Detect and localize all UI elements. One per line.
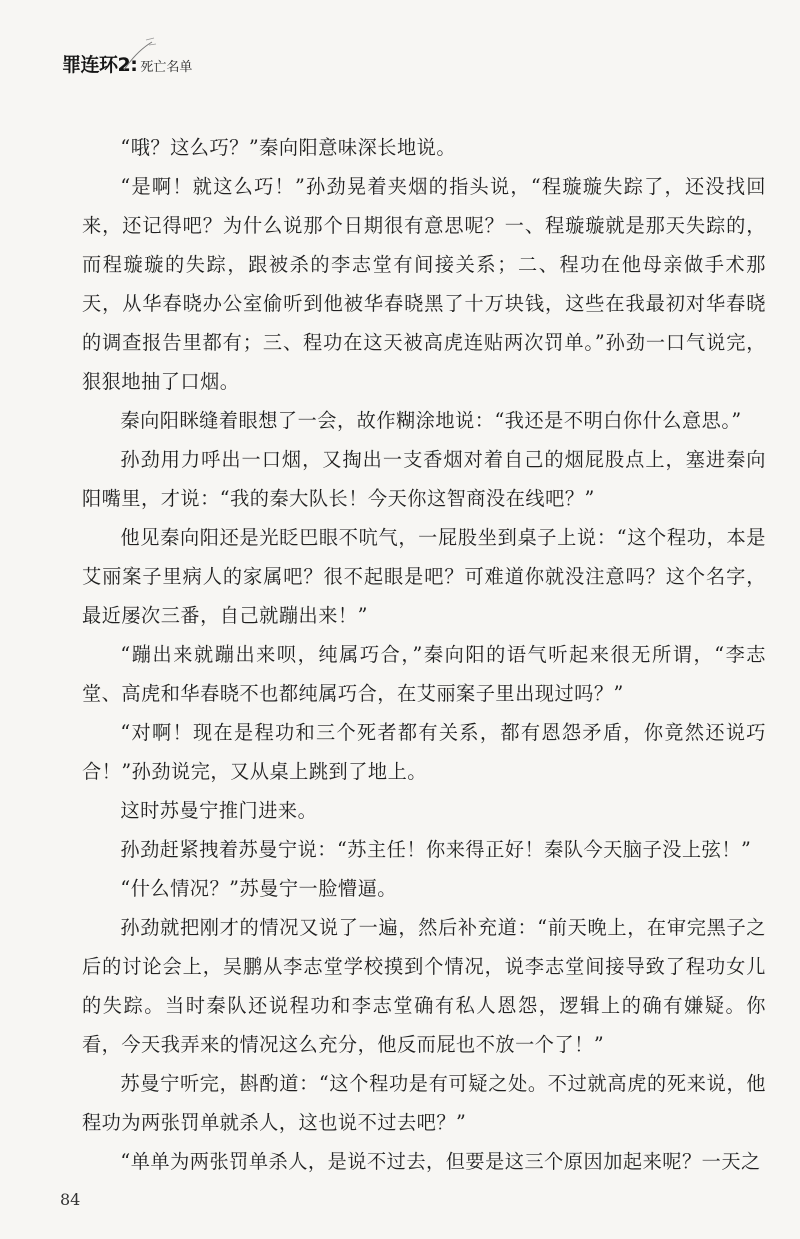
paragraph: 孙劲赶紧拽着苏曼宁说：“苏主任！你来得正好！秦队今天脑子没上弦！” <box>120 838 752 861</box>
header-swoosh-icon <box>118 36 158 76</box>
paragraph: 孙劲用力呼出一口烟，又掏出一支香烟对着自己的烟屁股点上，塞进秦向阳嘴里，才说：“我的秦大队长！今天你这智商没在线吧？” <box>82 448 766 510</box>
paragraph: 孙劲就把刚才的情况又说了一遍，然后补充道：“前天晚上，在审完黑子之后的讨论会上，吴鹏从李志堂学校摸到个情况，说李志堂间接导致了程功女儿的失踪。当时秦队还说程功和李志堂确有私人恩怨，逻辑上的确有嫌疑。你看，今天我弄来的情况这么充分，他反而屁也不放一个了！” <box>82 916 766 1056</box>
book-subtitle: 死亡名单 <box>140 60 193 75</box>
paragraph: 秦向阳眯缝着眼想了一会，故作糊涂地说：“我还是不明白你什么意思。” <box>120 409 742 432</box>
paragraph: “哦？这么巧？”秦向阳意味深长地说。 <box>120 136 457 159</box>
page-number: 84 <box>60 1190 81 1209</box>
paragraph: “是啊！就这么巧！”孙劲晃着夹烟的指头说，“程璇璇失踪了，还没找回来，还记得吧？为什么说那个日期很有意思呢？一、程璇璇就是那天失踪的，而程璇璇的失踪，跟被杀的李志堂有间接关系；二、程功在他母亲做手术那天，从华春晓办公室偷听到他被华春晓黑了十万块钱，这些在我最初对华春晓的调查报告里都有；三、程功在这天被高虎连贴两次罚单。”孙劲一口气说完，狠狠地抽了口烟。 <box>82 175 766 393</box>
paragraph: “对啊！现在是程功和三个死者都有关系，都有恩怨矛盾，你竟然还说巧合！”孙劲说完，又从桌上跳到了地上。 <box>82 721 766 783</box>
paragraph: “什么情况？”苏曼宁一脸懵逼。 <box>120 877 397 900</box>
paragraph: 他见秦向阳还是光眨巴眼不吭气，一屁股坐到桌子上说：“这个程功，本是艾丽案子里病人的家属吧？很不起眼是吧？可难道你就没注意吗？这个名字，最近屡次三番，自己就蹦出来！” <box>82 526 766 627</box>
paragraph: 这时苏曼宁推门进来。 <box>120 799 318 822</box>
paragraph: “蹦出来就蹦出来呗，纯属巧合，”秦向阳的语气听起来很无所谓，“李志堂、高虎和华春晓不也都纯属巧合，在艾丽案子里出现过吗？” <box>82 643 766 705</box>
book-title: 罪连环2: <box>62 54 138 76</box>
paragraph: “单单为两张罚单杀人，是说不过去，但要是这三个原因加起来呢？一天之 <box>120 1150 761 1173</box>
page-body <box>82 128 766 1181</box>
paragraph: 苏曼宁听完，斟酌道：“这个程功是有可疑之处。不过就高虎的死来说，他程功为两张罚单就杀人，这也说不过去吧？” <box>82 1072 766 1134</box>
